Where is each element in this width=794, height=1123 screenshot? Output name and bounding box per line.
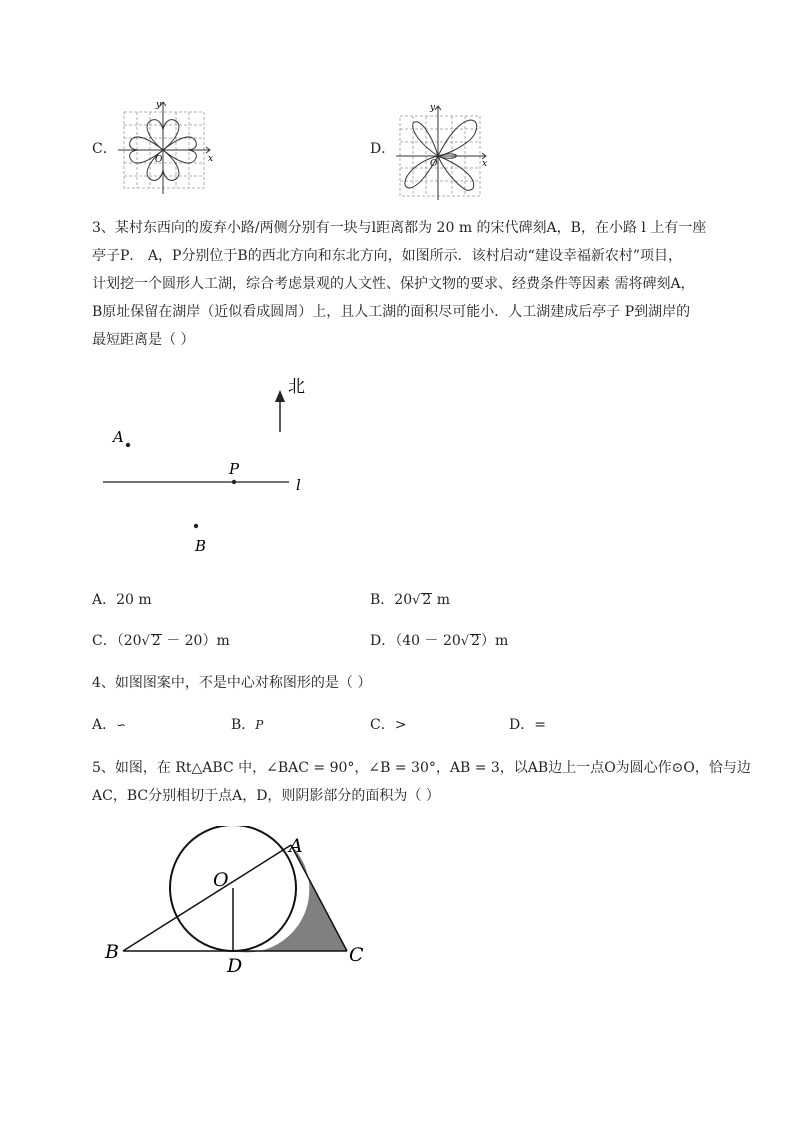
radical-sign: √ bbox=[141, 634, 150, 649]
q4-option-a-label: A． bbox=[92, 717, 117, 733]
point-a bbox=[126, 443, 130, 447]
q2-d-axis-x: x bbox=[482, 159, 488, 169]
label-b: B bbox=[195, 537, 207, 555]
q4-option-d-symbol: = bbox=[534, 717, 546, 733]
radical-sign: √ bbox=[412, 593, 421, 608]
q4-option-c bbox=[370, 718, 406, 732]
label-l: l bbox=[296, 476, 301, 494]
q3-stem bbox=[92, 214, 742, 354]
q4-option-d-label: D． bbox=[509, 717, 535, 733]
q2-d-axis-y: y bbox=[430, 103, 436, 113]
q3-option-c-pre: C．（20 bbox=[92, 633, 142, 649]
label-a: A bbox=[113, 428, 124, 446]
q3-stem-line: 亭子P． A，P分别位于B的西北方向和东北方向，如图所示．该村启动“建设幸福新农村”项目， bbox=[92, 248, 683, 264]
q3-option-a: A．20 m bbox=[92, 592, 152, 608]
label-b: B bbox=[105, 941, 119, 963]
q2-option-d-graph bbox=[396, 100, 492, 200]
q3-stem-line: B原址保留在湖岸（近似看成圆周）上，且人工湖的面积尽可能小．人工湖建成后亭子 P到湖岸的 bbox=[92, 304, 691, 320]
q3-option-d bbox=[370, 634, 508, 649]
q2-c-axis-y: y bbox=[156, 100, 162, 110]
label-c: C bbox=[349, 944, 364, 966]
segment-ab bbox=[123, 845, 291, 951]
q4-option-b bbox=[231, 718, 263, 732]
q3-figure bbox=[95, 370, 325, 560]
q3-stem-line: 3、某村东西向的废弃小路/两侧分别有一块与l距离都为 20 m 的宋代碑刻A，B，在小路 l 上有一座 bbox=[92, 220, 707, 236]
q3-option-b-pre: B．20 bbox=[370, 592, 413, 608]
q2-option-c-graph bbox=[118, 98, 218, 194]
q2-d-origin: O bbox=[430, 159, 438, 169]
q2-option-d-label: D． bbox=[370, 141, 396, 157]
radical-sign: √ bbox=[460, 634, 470, 649]
q4-option-b-symbol: P bbox=[255, 718, 264, 732]
q2-c-axis-x: x bbox=[208, 154, 214, 164]
q3-option-c-rad: 2 bbox=[151, 633, 161, 649]
point-p bbox=[232, 480, 236, 484]
q5-figure bbox=[95, 826, 385, 976]
q4-option-a bbox=[92, 718, 126, 732]
point-b bbox=[194, 524, 198, 528]
q5-stem bbox=[92, 754, 751, 810]
q3-option-c bbox=[92, 634, 230, 649]
q4-option-c-label: C． bbox=[370, 717, 395, 733]
label-o: O bbox=[213, 869, 229, 891]
q4-option-a-symbol: ∽ bbox=[116, 718, 127, 732]
q2-c-origin: O bbox=[155, 155, 163, 165]
q3-option-b-post: m bbox=[432, 592, 451, 608]
q3-stem-line: 计划挖一个圆形人工湖，综合考虑景观的人文性、保护文物的要求、经费条件等因素 需将碑刻A， bbox=[92, 276, 695, 292]
q3-option-d-rad: 2 bbox=[471, 633, 480, 649]
q3-option-d-pre: D．（40 － 20 bbox=[370, 633, 461, 649]
q4-option-d bbox=[509, 718, 546, 732]
q4-option-c-symbol: > bbox=[394, 717, 407, 733]
q4-option-b-label: B． bbox=[231, 717, 256, 733]
q3-stem-line: 最短距离是（ ） bbox=[92, 332, 195, 348]
q3-option-b bbox=[370, 593, 450, 608]
q3-option-c-post: － 20）m bbox=[161, 633, 230, 649]
q5-stem-line: 5、如图，在 Rt△ABC 中，∠BAC = 90°，∠B = 30°，AB = 3，以AB边上一点O为圆心作⊙O，恰与边 bbox=[92, 760, 751, 776]
label-p: P bbox=[229, 460, 240, 478]
north-label: 北 bbox=[288, 377, 305, 397]
q3-option-b-rad: 2 bbox=[422, 592, 432, 608]
q4-stem: 4、如图图案中，不是中心对称图形的是（ ） bbox=[92, 675, 372, 691]
q5-stem-line: AC，BC分别相切于点A，D，则阴影部分的面积为（ ） bbox=[92, 788, 440, 804]
label-a: A bbox=[289, 835, 303, 857]
q3-option-d-post: ）m bbox=[480, 633, 509, 649]
label-d: D bbox=[227, 955, 243, 976]
q2-option-c-label: C． bbox=[92, 141, 117, 157]
